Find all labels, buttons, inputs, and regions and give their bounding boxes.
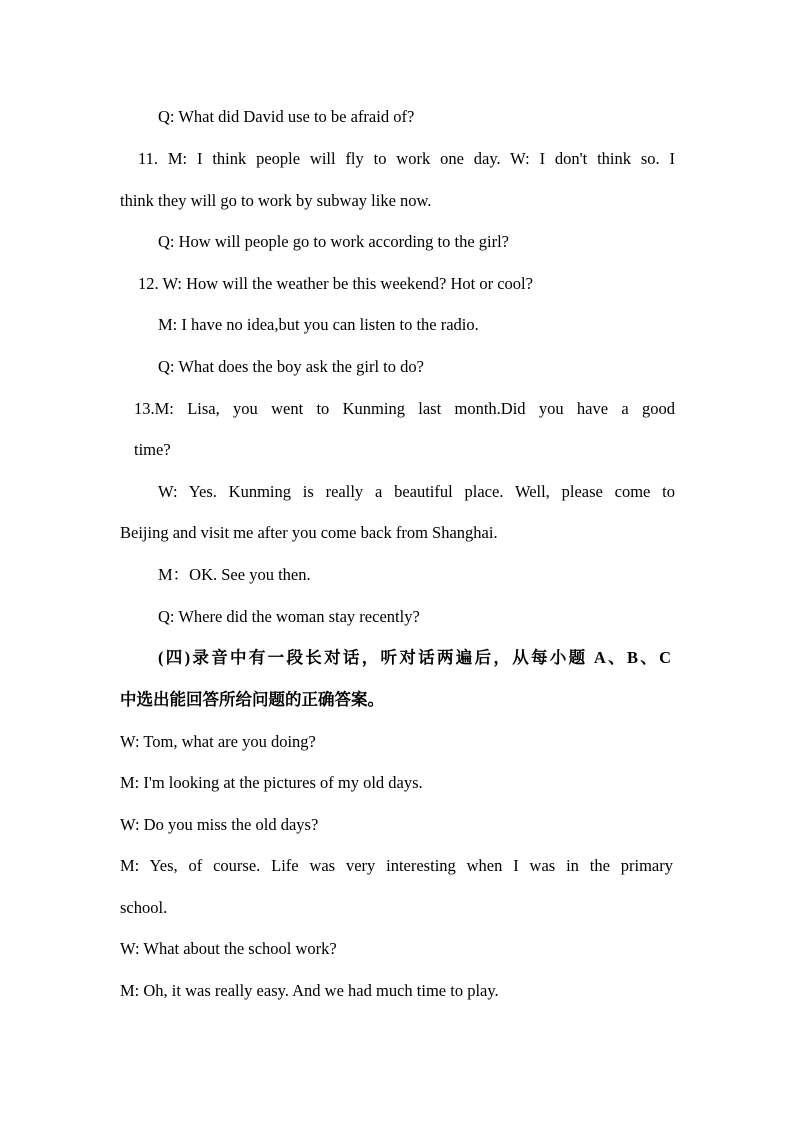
dialogue-line: Beijing and visit me after you come back from Shanghai. — [120, 523, 498, 542]
section-heading: (四)录音中有一段长对话，听对话两遍后，从每小题 A、B、C — [158, 648, 671, 667]
dialogue-line: school. — [120, 898, 168, 917]
dialogue-line: M: Yes, of course. Life was very interesting when I was in the primary — [120, 856, 673, 875]
dialogue-line: 11. M: I think people will fly to work one day. W: I don't think so. I — [138, 149, 675, 168]
question-line: Q: How will people go to work according to the girl? — [158, 232, 510, 251]
section-heading: 中选出能回答所给问题的正确答案。 — [120, 690, 384, 709]
dialogue-line: M: Oh, it was really easy. And we had much time to play. — [120, 981, 499, 1000]
dialogue-line: M: I have no idea,but you can listen to the radio. — [158, 315, 479, 334]
dialogue-line: W: What about the school work? — [120, 939, 337, 958]
dialogue-line: think they will go to work by subway like now. — [120, 191, 432, 210]
dialogue-line: 12. W: How will the weather be this weekend? Hot or cool? — [138, 274, 533, 293]
dialogue-line: M：OK. See you then. — [158, 565, 311, 584]
dialogue-line: W: Tom, what are you doing? — [120, 732, 316, 751]
dialogue-line: M: I'm looking at the pictures of my old days. — [120, 773, 423, 792]
dialogue-line: 13.M: Lisa, you went to Kunming last month.Did you have a good — [134, 399, 675, 418]
question-line: Q: What did David use to be afraid of? — [158, 107, 415, 126]
question-line: Q: Where did the woman stay recently? — [158, 607, 420, 626]
question-line: Q: What does the boy ask the girl to do? — [158, 357, 424, 376]
dialogue-line: W: Do you miss the old days? — [120, 815, 319, 834]
dialogue-line: time? — [134, 440, 171, 459]
dialogue-line: W: Yes. Kunming is really a beautiful place. Well, please come to — [158, 482, 675, 501]
